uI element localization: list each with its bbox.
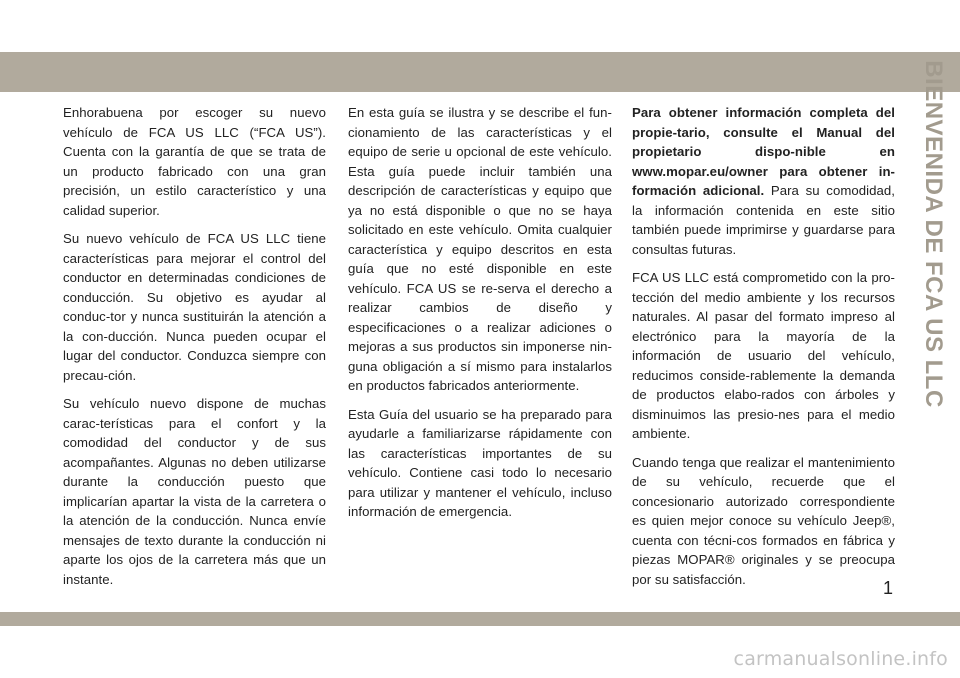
owner-manual-rest-text: Para su comodidad, la información contenida en este sitio también puede imprimirse y guardarse para consultas futuras. bbox=[632, 183, 895, 257]
text-column-3 bbox=[632, 103, 895, 598]
text-column-1 bbox=[63, 103, 326, 598]
page-number: 1 bbox=[882, 578, 893, 598]
paragraph-environment: FCA US LLC está comprometido con la pro-tección del medio ambiente y los recursos naturales. Al pasar del formato impreso al electrónico para la mayoría de la información de usuario del vehículo, reducimos conside-rablemente la demanda de productos elabo-rados con árboles y disminuimos las presio-nes para el medio ambiente. bbox=[632, 270, 895, 441]
owner-manual-bold-text: Para obtener información completa del propie-tario, consulte el Manual del propietario dispo-nible en www.mopar.eu/owner para obtener in-formación adicional. bbox=[632, 105, 895, 198]
paragraph-owner-manual bbox=[632, 103, 895, 259]
paragraph-maintenance: Cuando tenga que realizar el mantenimiento de su vehículo, recuerde que el concesionario autorizado correspondiente es quien mejor conoce su vehículo Jeep®, cuenta con técni-cos formados en fábrica y piezas MOPAR® originales y se preocupa por su satisfacción. bbox=[632, 454, 895, 587]
side-title-text: BIENVENIDA DE FCA US LLC bbox=[920, 60, 948, 408]
paragraph-guide-purpose: Esta Guía del usuario se ha preparado para ayudarle a familiarizarse rápidamente con las características importantes de su vehículo. Contiene casi todo lo necesario para utilizar y mantener el vehículo, incluso información de emergencia. bbox=[348, 406, 612, 519]
paragraph-guide-description: En esta guía se ilustra y se describe el fun-cionamiento de las características y el equipo de serie u opcional de este vehículo. Esta guía puede incluir también una descripción de características y equipo que ya no está disponible o que no se haya solicitado en este vehículo. Omita cualquier característica y equipo descritos en esta guía que no esté disponible en este vehículo. FCA US se re-serva el derecho a realizar cambios de diseño y especificaciones o a realizar adiciones o mejoras a sus productos sin imponerse nin-guna obligación a sí mismo para instalarlos en productos fabricados anteriormente. bbox=[348, 105, 612, 393]
paragraph-driver-features: Su nuevo vehículo de FCA US LLC tiene características para mejorar el control del conductor en determinadas condiciones de conducción. Su objetivo es ayudar al conduc-tor y nunca sustituirán la atención a la con-ducción. Nunca pueden ocupar el lugar del conductor. Conduzca siempre con precau-ción. bbox=[63, 231, 326, 383]
paragraph-comfort-features: Su vehículo nuevo dispone de muchas carac-terísticas para el confort y la comodidad del conductor y de sus acompañantes. Algunas no deben utilizarse durante la conducción puesto que implicarían apartar la vista de la carretera o la atención de la conducción. Nunca envíe mensajes de texto durante la conducción ni aparte los ojos de la carretera más que un instante. bbox=[63, 396, 326, 587]
header-band bbox=[0, 52, 960, 92]
watermark-text: carmanualsonline.info bbox=[733, 648, 948, 670]
footer-band bbox=[0, 612, 960, 626]
text-column-2 bbox=[348, 103, 612, 531]
paragraph-welcome: Enhorabuena por escoger su nuevo vehículo de FCA US LLC (“FCA US”). Cuenta con la garantía de que se trata de un producto fabricado con una gran precisión, un estilo característico y una calidad superior. bbox=[63, 105, 326, 218]
section-side-title bbox=[916, 60, 950, 408]
